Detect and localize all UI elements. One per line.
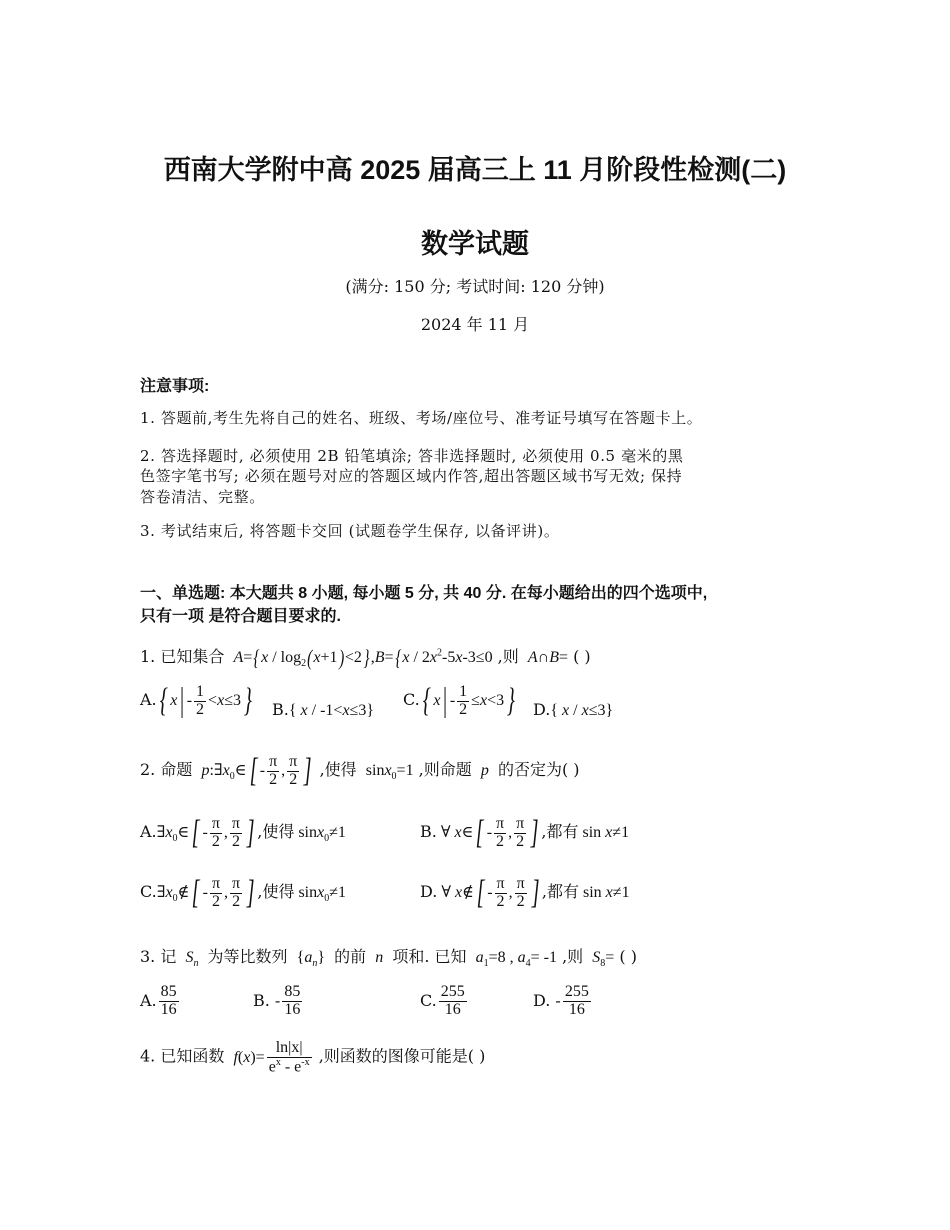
q3-option-d-label: D. - bbox=[533, 990, 561, 1010]
q4-stem bbox=[140, 1040, 485, 1076]
q3-option-b[interactable] bbox=[253, 984, 304, 1019]
q2-p: p bbox=[476, 761, 493, 779]
exam-date: 2024 年 11 月 bbox=[420, 315, 530, 334]
q3-sn: $S_n$ bbox=[181, 949, 199, 970]
q1-stem-then: ,则 bbox=[497, 647, 519, 666]
q3-option-d[interactable] bbox=[533, 984, 593, 1019]
q2-option-d-text: ,都有 bbox=[541, 881, 579, 901]
q4-formula: f(x)= $\frac{\ln|x|}{e^x - e^{-x}}$ bbox=[229, 1039, 310, 1076]
q3-stem-mid2: 的前 bbox=[334, 947, 367, 966]
q2-option-b-cond: sin x≠1 bbox=[582, 823, 630, 841]
q3-option-c-frac bbox=[439, 984, 467, 1019]
notice-item-2: 2. 答选择题时, 必须使用 2B 铅笔填涂; 答非选择题时, 必须使用 0.5 毫米的黑 bbox=[140, 447, 684, 465]
q2-option-b-formula: ∀ x∈[ - $\frac{\pi}{2}$ , $\frac{\pi}{2}$ ] bbox=[436, 814, 539, 852]
q3-option-c-num: 255 bbox=[440, 983, 465, 1000]
q2-option-a-label: A. bbox=[140, 821, 157, 841]
q3-option-c[interactable] bbox=[420, 984, 469, 1019]
q1-option-a-label: A. bbox=[140, 689, 157, 709]
q2-option-c-text: ,使得 bbox=[257, 881, 295, 901]
q3-option-d-frac bbox=[563, 984, 591, 1019]
notice-item-3: 3. 考试结束后, 将答题卡交回 (试题卷学生保存, 以备评讲)。 bbox=[140, 522, 560, 540]
q1-stem bbox=[140, 644, 591, 671]
q3-option-b-label: B. - bbox=[253, 990, 281, 1010]
q1-option-b-label: B. bbox=[272, 700, 289, 719]
notice-item-2-cont2: 答卷清洁、完整。 bbox=[140, 488, 265, 506]
q2-option-b[interactable] bbox=[420, 816, 629, 851]
q3-option-b-num: 85 bbox=[284, 983, 301, 1000]
q2-option-a-text: ,使得 bbox=[257, 821, 295, 841]
q3-option-b-frac bbox=[282, 984, 302, 1019]
q3-option-a-num: 85 bbox=[160, 983, 177, 1000]
q4-stem-suffix: ,则函数的图像可能是( ) bbox=[318, 1046, 486, 1066]
q1-option-a-formula: { x| - $\frac{1}{2}$ <x≤3} bbox=[159, 682, 252, 720]
q3-given: $a_1=8$ , $a_4= -1$ bbox=[471, 949, 557, 970]
q3-stem-mid3: 项和. 已知 bbox=[392, 947, 467, 966]
q3-option-c-den: 16 bbox=[444, 1000, 461, 1018]
q1-intersection: A∩B= bbox=[523, 649, 568, 666]
q3-option-a-label: A. bbox=[140, 990, 157, 1010]
q3-s8: $S_8=$ bbox=[588, 949, 615, 970]
q2-stem-mid: ,使得 bbox=[319, 759, 357, 779]
notice-item-2-cont: 色签字笔书写; 必须在题号对应的答题区域内作答,超出答题区域书写无效; 保持 bbox=[140, 467, 683, 485]
q3-stem-mid1: 为等比数列 bbox=[207, 947, 288, 966]
q1-option-a[interactable] bbox=[140, 684, 255, 719]
q2-formula: $p:\exists x_0\in$[ - $\frac{\pi}{2}$ , $\frac{\pi}{2}$ ] bbox=[197, 752, 312, 790]
q3-n: n bbox=[371, 949, 388, 966]
q4-stem-prefix: 4. 已知函数 bbox=[140, 1046, 225, 1066]
notice-heading: 注意事项: bbox=[140, 378, 210, 395]
q3-answer-paren: ( ) bbox=[619, 947, 637, 966]
q1-stem-prefix: 1. 已知集合 bbox=[140, 647, 225, 666]
q2-stem-prefix: 2. 命题 bbox=[140, 759, 193, 779]
q1-option-c-formula: { x| - $\frac{1}{2}$ ≤x<3} bbox=[422, 682, 515, 720]
q2-stem-suffix: 的否定为( ) bbox=[497, 759, 580, 779]
q2-stem-mid2: ,则命题 bbox=[418, 759, 472, 779]
q3-option-b-den: 16 bbox=[284, 1000, 301, 1018]
q3-stem-mid4: ,则 bbox=[562, 947, 584, 966]
q1-option-b-formula: { x / -1<x≤3} bbox=[288, 702, 375, 719]
section1-heading-cont: 只有一项 是符合题目要求的. bbox=[140, 608, 341, 625]
q2-option-a[interactable] bbox=[140, 816, 346, 851]
q2-option-d-label: D. bbox=[420, 881, 438, 901]
q1-answer-paren: ( ) bbox=[573, 647, 591, 666]
q2-option-b-text: ,都有 bbox=[541, 821, 579, 841]
notice-item-1: 1. 答题前,考生先将自己的姓名、班级、考场/座位号、准考证号填写在答题卡上。 bbox=[140, 409, 703, 427]
q2-option-d-formula: ∀ x∉[ - $\frac{\pi}{2}$ , $\frac{\pi}{2}$ ] bbox=[437, 874, 540, 912]
q2-option-a-cond: sinx$_0$≠1 bbox=[298, 823, 346, 845]
q1-option-c[interactable] bbox=[403, 684, 518, 719]
q2-option-d-cond: sin x≠1 bbox=[583, 883, 630, 901]
q3-stem bbox=[140, 944, 637, 969]
q3-stem-prefix: 3. 记 bbox=[140, 947, 177, 966]
q1-option-d-formula: { x / x≤3} bbox=[550, 702, 614, 719]
q3-option-c-label: C. bbox=[420, 990, 437, 1010]
q2-condition: sinx$_0$=1 bbox=[365, 761, 414, 783]
q2-option-d[interactable] bbox=[420, 876, 630, 911]
q3-option-a[interactable] bbox=[140, 984, 181, 1019]
q2-option-c-formula: $\exists x_0\notin$[ - $\frac{\pi}{2}$ , $\frac{\pi}{2}$ ] bbox=[156, 874, 255, 912]
q2-option-b-label: B. bbox=[420, 821, 437, 841]
q2-option-c[interactable] bbox=[140, 876, 346, 911]
q1-formula: $A=\{x / \log_2(x+1)<2\},B=\{x / 2x^2-5x-3\le 0$ bbox=[229, 645, 493, 671]
q3-option-a-frac bbox=[159, 984, 179, 1019]
q2-option-a-formula: $\exists x_0\in$[ - $\frac{\pi}{2}$ , $\frac{\pi}{2}$ ] bbox=[156, 814, 255, 852]
exam-title: 西南大学附中高 2025 届高三上 11 月阶段性检测(二) bbox=[163, 155, 787, 185]
q1-option-d-label: D. bbox=[533, 700, 551, 719]
q2-stem bbox=[140, 754, 580, 789]
q1-option-c-label: C. bbox=[403, 689, 420, 709]
q2-option-c-cond: sinx$_0$≠1 bbox=[298, 883, 347, 905]
exam-subtitle: 数学试题 bbox=[421, 229, 529, 259]
q3-an: $\{a_n\}$ bbox=[296, 949, 326, 970]
q1-option-d[interactable] bbox=[533, 700, 613, 720]
section1-heading: 一、单选题: 本大题共 8 小题, 每小题 5 分, 共 40 分. 在每小题给出的四个选项中, bbox=[140, 585, 708, 602]
q3-option-a-den: 16 bbox=[160, 1000, 177, 1018]
q3-option-d-den: 16 bbox=[568, 1000, 585, 1018]
exam-score-time: (满分: 150 分; 考试时间: 120 分钟) bbox=[345, 277, 605, 296]
q3-option-d-num: 255 bbox=[564, 983, 589, 1000]
q1-option-b[interactable] bbox=[272, 700, 374, 720]
q2-option-c-label: C. bbox=[140, 881, 157, 901]
